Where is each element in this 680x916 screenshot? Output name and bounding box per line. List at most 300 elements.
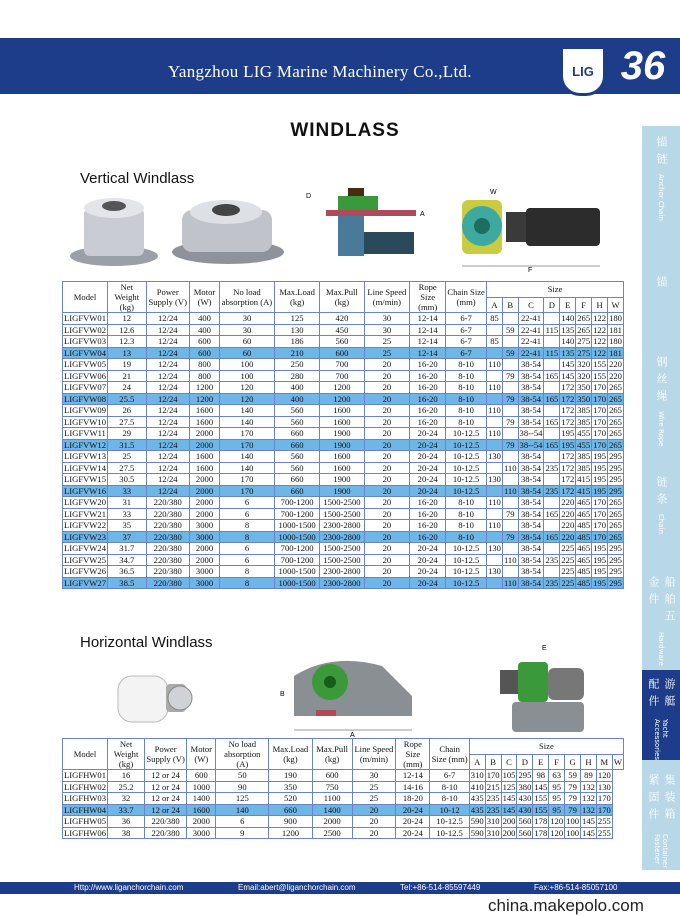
- table-cell: 2000: [312, 816, 352, 828]
- table-cell: 2000: [187, 816, 216, 828]
- table-cell: 155: [534, 804, 548, 815]
- table-cell: [487, 577, 503, 589]
- table-cell: 16-20: [410, 520, 446, 532]
- column-header: Max.Pull (kg): [320, 282, 364, 313]
- table-cell: 172: [561, 405, 575, 416]
- table-cell: 110: [488, 359, 501, 370]
- table-row: [63, 497, 624, 509]
- table-cell: [487, 462, 503, 474]
- table-cell: 38-54: [518, 474, 544, 486]
- svg-text:W: W: [490, 189, 497, 196]
- table-cell: 20-24: [396, 827, 430, 839]
- table-cell: 145: [561, 359, 575, 370]
- table-cell: [502, 566, 518, 578]
- table-cell: 800: [189, 370, 219, 382]
- table-cell: 8-10: [446, 405, 487, 417]
- table-cell: [544, 428, 560, 440]
- table-cell: 170: [593, 520, 607, 531]
- table-cell: 255: [597, 816, 611, 827]
- table-cell: 6: [220, 554, 275, 566]
- footer-website[interactable]: Http://www.liganchorchain.com: [74, 883, 184, 892]
- table-cell: 85: [487, 336, 503, 348]
- table-row: [63, 566, 624, 578]
- table-cell: [544, 474, 560, 486]
- table-cell: [502, 543, 518, 555]
- table-cell: 2000: [189, 439, 219, 451]
- table-cell: 8-10: [446, 531, 487, 543]
- table-cell: 16-20: [410, 497, 446, 509]
- table-cell: 38--54: [519, 439, 543, 450]
- table-cell: 120: [550, 816, 564, 827]
- table-cell: 26: [108, 405, 147, 417]
- table-cell: 1900: [320, 428, 364, 440]
- table-cell: 275: [577, 347, 591, 358]
- column-header: Chain Size (mm): [446, 282, 487, 313]
- table-cell: 63: [549, 770, 565, 782]
- table-cell: 235: [545, 485, 559, 496]
- table-cell: 1600: [189, 451, 219, 463]
- table-cell: 170: [593, 405, 607, 416]
- table-cell: 38-54: [518, 451, 544, 463]
- table-cell: 145: [561, 370, 575, 381]
- table-row: [63, 804, 624, 816]
- table-cell: 1000-1500: [274, 577, 319, 589]
- table-cell: 400: [274, 393, 319, 405]
- table-cell: 20-24: [410, 485, 446, 497]
- column-header: No load absorption (A): [216, 739, 269, 770]
- table-cell: [544, 382, 560, 394]
- table-row: [63, 816, 624, 828]
- table-cell: 265: [609, 531, 622, 542]
- table-cell: 165: [545, 416, 559, 427]
- table-cell: 165: [545, 439, 559, 450]
- table-cell: 20: [364, 566, 410, 578]
- table-cell: 660: [274, 474, 319, 486]
- table-cell: 172: [561, 393, 575, 404]
- table-cell: 10-12.5: [446, 543, 487, 555]
- table-cell: 172: [561, 451, 575, 462]
- table-row: [63, 359, 624, 371]
- table-cell: 660: [269, 804, 313, 816]
- table-cell: 79: [565, 781, 581, 793]
- svg-text:B: B: [280, 691, 285, 698]
- table-cell: [487, 439, 503, 451]
- table-cell: 310: [470, 770, 484, 781]
- table-cell: 295: [609, 566, 622, 577]
- column-header: Chain Size (mm): [430, 739, 469, 770]
- column-header: Rope Size (mm): [396, 739, 430, 770]
- footer-bar: [0, 882, 680, 894]
- table-cell: 1500-2500: [320, 508, 364, 520]
- horizontal-section-title: Horizontal Windlass: [80, 634, 213, 651]
- table-cell: 220/380: [146, 520, 189, 532]
- column-header: Motor (W): [187, 739, 216, 770]
- table-cell: 125: [274, 313, 319, 325]
- table-row: [63, 370, 624, 382]
- table-cell: 20: [364, 508, 410, 520]
- table-cell: [502, 520, 518, 532]
- vertical-windlass-diagram-side: [298, 182, 438, 272]
- table-cell: 38-54: [518, 497, 544, 509]
- table-cell: 600: [189, 336, 219, 348]
- table-cell: 25.2: [108, 781, 145, 793]
- table-cell: 1500-2500: [320, 497, 364, 509]
- table-cell: 125: [216, 793, 269, 805]
- table-cell: 20: [364, 451, 410, 463]
- table-cell: 172: [561, 485, 575, 496]
- table-cell: 12/24: [146, 336, 189, 348]
- table-cell: 38-54: [518, 520, 544, 532]
- table-cell: 155: [593, 370, 607, 381]
- table-cell: 170: [593, 428, 607, 439]
- table-cell: 220: [561, 520, 575, 531]
- table-cell: 20: [352, 827, 396, 839]
- table-cell: LIGFVW26: [64, 566, 107, 577]
- table-cell: 95: [549, 793, 565, 805]
- table-row: [63, 439, 624, 451]
- table-cell: 95: [549, 804, 565, 816]
- table-cell: 165: [545, 531, 559, 542]
- table-cell: 485: [577, 531, 591, 542]
- table-cell: 3000: [189, 520, 219, 532]
- table-cell: 215: [486, 781, 500, 792]
- table-cell: 220: [609, 370, 622, 381]
- table-cell: 6-7: [430, 770, 469, 782]
- table-cell: 1600: [189, 462, 219, 474]
- table-cell: 385: [577, 416, 591, 427]
- table-cell: LIGFVW07: [64, 382, 107, 393]
- table-cell: 2300-2800: [320, 577, 364, 589]
- table-cell: 385: [577, 451, 591, 462]
- table-cell: 79: [502, 508, 518, 520]
- table-cell: 79: [502, 370, 518, 382]
- table-cell: 415: [577, 485, 591, 496]
- table-cell: 20: [364, 554, 410, 566]
- table-cell: 2000: [189, 497, 219, 509]
- size-column-header: E: [560, 297, 576, 313]
- sidebar-item-wire-rope[interactable]: 钢丝绳 Wire Rope: [655, 356, 668, 447]
- table-cell: 600: [320, 347, 364, 359]
- table-cell: 132: [582, 793, 595, 804]
- table-cell: 410: [470, 781, 484, 792]
- table-cell: 1900: [320, 485, 364, 497]
- table-cell: 100: [566, 827, 580, 838]
- table-cell: 59: [565, 770, 581, 782]
- table-cell: 120: [220, 393, 275, 405]
- table-cell: 400: [274, 382, 319, 394]
- table-cell: 280: [274, 370, 319, 382]
- table-cell: 700: [320, 359, 364, 371]
- table-cell: 36: [108, 816, 145, 828]
- table-cell: 6: [220, 497, 275, 509]
- table-cell: 1600: [189, 416, 219, 428]
- table-cell: 3000: [189, 577, 219, 589]
- table-cell: [544, 451, 560, 463]
- table-cell: 225: [561, 577, 575, 588]
- table-cell: 195: [593, 462, 607, 473]
- table-cell: 12.6: [108, 324, 147, 336]
- table-cell: 2300-2800: [320, 566, 364, 578]
- table-cell: 170: [593, 497, 607, 508]
- table-cell: 90: [216, 781, 269, 793]
- table-cell: 465: [577, 543, 591, 554]
- table-cell: 220: [609, 359, 622, 370]
- table-cell: LIGFVW02: [64, 324, 107, 335]
- table-cell: 33: [108, 508, 147, 520]
- table-cell: 265: [609, 405, 622, 416]
- table-cell: 700-1200: [274, 554, 319, 566]
- table-cell: 255: [597, 827, 611, 838]
- column-header: Line Speed (m/min): [352, 739, 396, 770]
- table-cell: 400: [189, 313, 219, 325]
- table-cell: 10-12.5: [430, 827, 469, 839]
- column-header: Motor (W): [189, 282, 219, 313]
- table-cell: 275: [577, 336, 591, 347]
- table-cell: [487, 416, 503, 428]
- size-column-header: W: [612, 754, 623, 770]
- table-cell: 12/24: [146, 359, 189, 371]
- table-cell: 20-24: [410, 577, 446, 589]
- table-cell: 165: [545, 370, 559, 381]
- column-header: Model: [63, 739, 108, 770]
- table-cell: 20: [364, 543, 410, 555]
- table-cell: 1900: [320, 474, 364, 486]
- table-cell: 265: [609, 382, 622, 393]
- table-cell: LIGFVW11: [64, 428, 106, 439]
- table-cell: LIGFVW20: [64, 497, 107, 508]
- table-cell: 110: [503, 554, 517, 565]
- table-cell: 265: [609, 520, 622, 531]
- table-cell: [487, 324, 503, 336]
- table-cell: 210: [274, 347, 319, 359]
- table-cell: 10-12.5: [446, 485, 487, 497]
- table-cell: 1600: [320, 416, 364, 428]
- table-cell: 1000-1500: [274, 566, 319, 578]
- table-cell: 20-24: [410, 474, 446, 486]
- table-cell: 800: [189, 359, 219, 371]
- table-cell: 38-54: [518, 382, 544, 394]
- table-cell: 145: [502, 793, 516, 804]
- table-row: [63, 451, 624, 463]
- table-cell: 110: [488, 405, 501, 416]
- table-cell: 6-7: [446, 347, 487, 359]
- table-cell: 560: [518, 827, 532, 838]
- table-cell: 105: [502, 770, 516, 781]
- size-column-header: H: [592, 297, 608, 313]
- column-header: Size: [469, 739, 623, 755]
- table-cell: 12-14: [410, 324, 446, 336]
- table-cell: 155: [534, 793, 548, 804]
- size-column-header: F: [549, 754, 565, 770]
- table-cell: 560: [274, 451, 319, 463]
- table-cell: 8-10: [446, 382, 487, 394]
- table-cell: [544, 313, 560, 325]
- horizontal-windlass-photo: [100, 660, 200, 736]
- table-cell: 25: [364, 336, 410, 348]
- table-cell: 8-10: [446, 497, 487, 509]
- table-row: [63, 543, 624, 555]
- sidebar-item-anchor-chain[interactable]: 锚链 Anchor Chain: [655, 136, 668, 221]
- table-cell: 22-41: [518, 336, 544, 348]
- table-cell: 38.5: [108, 577, 147, 589]
- table-cell: 2000: [189, 554, 219, 566]
- column-header: Max.Load (kg): [274, 282, 319, 313]
- table-cell: 220/380: [146, 566, 189, 578]
- table-cell: 32: [108, 793, 145, 805]
- table-cell: 140: [561, 313, 575, 324]
- table-cell: 170: [220, 485, 275, 497]
- table-cell: 79: [502, 393, 518, 405]
- table-cell: 6: [216, 816, 269, 828]
- table-cell: 19: [108, 359, 147, 371]
- table-cell: 435: [470, 793, 484, 804]
- table-row: [63, 827, 624, 839]
- column-header: Net Weight (kg): [108, 739, 145, 770]
- table-cell: LIGFVW08: [64, 393, 107, 404]
- table-cell: 34.7: [108, 554, 147, 566]
- table-cell: 220/380: [146, 577, 189, 589]
- table-cell: 31.5: [108, 439, 147, 451]
- table-cell: [544, 497, 560, 509]
- table-cell: 12.3: [108, 336, 147, 348]
- table-cell: 3000: [189, 566, 219, 578]
- table-cell: LIGFVW15: [64, 474, 107, 485]
- table-cell: 27.5: [108, 416, 147, 428]
- table-cell: 265: [609, 497, 622, 508]
- company-name: Yangzhou LIG Marine Machinery Co.,Ltd.: [168, 62, 472, 81]
- table-cell: 38: [108, 827, 145, 839]
- page-title: WINDLASS: [290, 120, 400, 141]
- sidebar-item-chain[interactable]: 链条 Chain: [655, 476, 668, 534]
- table-cell: 145: [582, 816, 595, 827]
- column-header: Line Speed (m/min): [364, 282, 410, 313]
- table-cell: 8-10: [446, 370, 487, 382]
- table-cell: 79: [565, 793, 581, 805]
- table-cell: 20: [364, 531, 410, 543]
- table-cell: 1200: [189, 382, 219, 394]
- sidebar-item-hardware[interactable]: 船舶五金件 Hardware: [647, 576, 676, 666]
- lig-logo: LIG: [560, 46, 606, 96]
- table-cell: 10-12.5: [446, 439, 487, 451]
- sidebar-item-yacht-accessories[interactable]: 游艇配件 Yacht Accessories: [642, 670, 680, 760]
- table-cell: 350: [577, 382, 591, 393]
- svg-text:F: F: [528, 267, 533, 272]
- table-cell: 16-20: [410, 416, 446, 428]
- table-cell: [487, 508, 503, 520]
- table-cell: 12-14: [410, 336, 446, 348]
- column-header: Rope Size (mm): [410, 282, 446, 313]
- footer-email[interactable]: Email:abert@liganchorchain.com: [238, 883, 356, 892]
- size-column-header: C: [501, 754, 517, 770]
- table-cell: 1400: [312, 804, 352, 816]
- table-cell: 8-10: [446, 393, 487, 405]
- table-cell: 20: [364, 370, 410, 382]
- table-cell: 22-41: [518, 324, 544, 336]
- table-cell: 20: [364, 462, 410, 474]
- table-cell: 25.5: [108, 393, 147, 405]
- table-cell: 122: [593, 347, 607, 358]
- table-cell: 20-24: [410, 428, 446, 440]
- table-row: [63, 520, 624, 532]
- table-cell: 310: [486, 816, 500, 827]
- table-cell: 12: [108, 313, 147, 325]
- table-cell: 1200: [189, 393, 219, 405]
- table-cell: 220/380: [146, 497, 189, 509]
- table-cell: 25: [364, 347, 410, 359]
- table-cell: 170: [593, 439, 607, 450]
- watermark: china.makepolo.com: [488, 896, 644, 915]
- table-cell: [544, 359, 560, 371]
- table-row: [63, 336, 624, 348]
- size-column-header: H: [581, 754, 597, 770]
- table-cell: 430: [518, 793, 532, 804]
- table-cell: 700-1200: [274, 543, 319, 555]
- table-cell: 195: [593, 577, 607, 588]
- table-cell: LIGFVW16: [64, 485, 107, 496]
- vertical-windlass-table: [62, 281, 624, 589]
- sidebar-item-container-fastener[interactable]: 集装箱紧固件 Container Fastener: [647, 774, 676, 868]
- table-cell: 12 or 24: [145, 804, 187, 816]
- size-column-header: G: [565, 754, 581, 770]
- table-cell: 20: [364, 497, 410, 509]
- size-column-header: F: [576, 297, 592, 313]
- table-cell: 8: [220, 531, 275, 543]
- table-cell: 295: [609, 485, 622, 496]
- table-cell: LIGFVW06: [64, 370, 107, 381]
- table-cell: 36.5: [108, 566, 147, 578]
- table-cell: 12 or 24: [145, 781, 187, 793]
- size-column-header: B: [502, 297, 518, 313]
- table-cell: 132: [582, 781, 595, 792]
- table-cell: 3000: [187, 827, 216, 839]
- table-cell: 37: [108, 531, 147, 543]
- table-cell: LIGFVW01: [64, 313, 107, 324]
- sidebar-item-anchor[interactable]: 锚: [655, 276, 668, 293]
- table-cell: LIGFVW21: [64, 508, 107, 519]
- table-cell: 20: [364, 485, 410, 497]
- table-cell: 12 or 24: [145, 793, 187, 805]
- table-cell: 21: [108, 370, 147, 382]
- table-cell: 170: [593, 382, 607, 393]
- table-cell: 320: [577, 359, 591, 370]
- table-cell: 8-10: [430, 793, 469, 805]
- table-cell: 12-14: [410, 313, 446, 325]
- table-cell: 8-10: [430, 781, 469, 793]
- table-cell: 8: [220, 520, 275, 532]
- table-cell: 2000: [189, 485, 219, 497]
- table-cell: 8-10: [446, 416, 487, 428]
- table-cell: 22-41: [518, 313, 544, 325]
- table-cell: 16-20: [410, 393, 446, 405]
- table-cell: LIGFHW03: [64, 793, 107, 804]
- table-cell: 1500-2500: [320, 554, 364, 566]
- table-cell: 165: [545, 393, 559, 404]
- table-cell: [487, 347, 503, 359]
- table-cell: 13: [108, 347, 147, 359]
- table-cell: 186: [274, 336, 319, 348]
- table-cell: 165: [545, 508, 559, 519]
- table-cell: 79: [502, 531, 518, 543]
- table-cell: 31.7: [108, 543, 147, 555]
- table-cell: 10-12.5: [446, 554, 487, 566]
- table-row: [63, 781, 624, 793]
- table-cell: 20: [364, 439, 410, 451]
- table-cell: [502, 313, 518, 325]
- table-row: [63, 770, 624, 782]
- table-cell: 2300-2800: [320, 520, 364, 532]
- table-cell: 170: [220, 439, 275, 451]
- table-cell: 200: [502, 816, 516, 827]
